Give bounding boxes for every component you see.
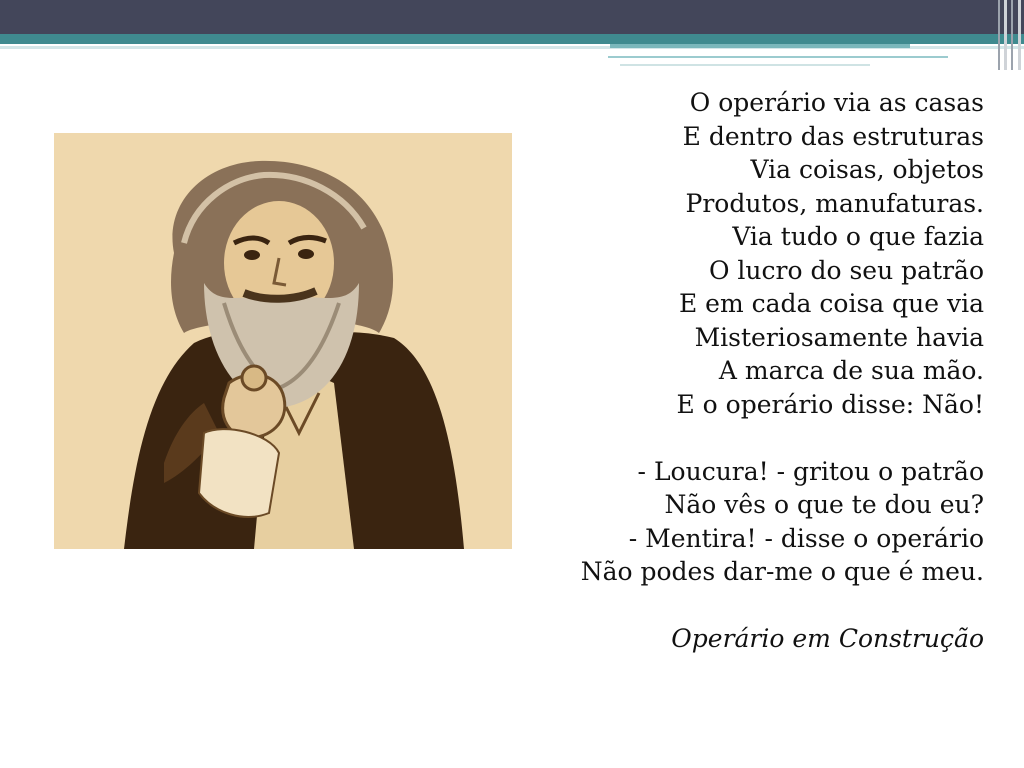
poem-line: E em cada coisa que via bbox=[678, 289, 984, 318]
top-banner bbox=[0, 0, 1024, 34]
stanza-gap bbox=[464, 421, 984, 455]
poem-title: Operário em Construção bbox=[671, 624, 984, 653]
poem-line: E dentro das estruturas bbox=[682, 121, 984, 151]
poem-line: O operário via as casas bbox=[689, 88, 984, 117]
accent-line bbox=[608, 56, 948, 58]
poem-line: Misteriosamente havia bbox=[694, 322, 984, 352]
portrait-illustration bbox=[54, 133, 512, 549]
stanza-gap bbox=[464, 589, 984, 623]
poem-line: A marca de sua mão. bbox=[718, 356, 984, 385]
poem-line: - Mentira! - disse o operário bbox=[628, 523, 984, 553]
poem-line: - Loucura! - gritou o patrão bbox=[637, 456, 984, 486]
poem-line: Não vês o que te dou eu? bbox=[664, 490, 984, 519]
poem-line: Não podes dar-me o que é meu. bbox=[580, 557, 984, 586]
corner-ornament bbox=[994, 0, 1024, 70]
poem-line: Via tudo o que fazia bbox=[732, 222, 984, 251]
poem-line: Via coisas, objetos bbox=[750, 155, 984, 184]
accent-band bbox=[0, 34, 1024, 44]
poem-text bbox=[464, 86, 984, 656]
poem-line: Produtos, manufaturas. bbox=[685, 188, 984, 218]
poem-line: E o operário disse: Não! bbox=[676, 389, 984, 419]
accent-line bbox=[610, 44, 910, 48]
accent-line bbox=[620, 64, 870, 66]
poem-line: O lucro do seu patrão bbox=[708, 255, 984, 285]
